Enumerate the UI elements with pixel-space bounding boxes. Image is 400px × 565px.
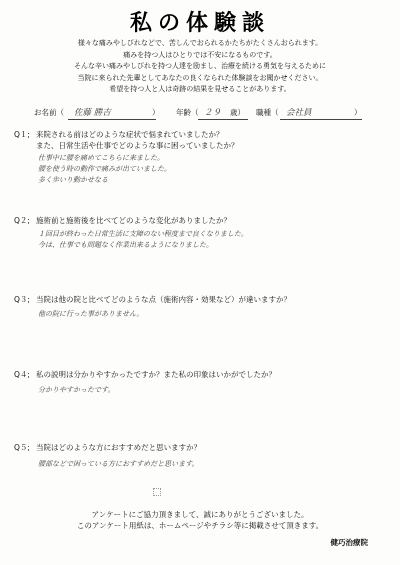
age-label: 年齢（: [176, 108, 199, 117]
intro-line: 痛みを持つ人はひとりでは不安になるものです。: [123, 50, 277, 59]
answer-line: 腰を使う時の動作で痛みが出ていました。: [38, 165, 171, 173]
age-underline: [198, 119, 248, 120]
job-underline: [280, 119, 362, 120]
answer-line: 腰部などで困っている方におすすめだと思います。: [38, 460, 199, 468]
respondent-info: [34, 107, 384, 121]
answer-line: 他の院に行った事がありません。: [38, 310, 144, 318]
footer-line: アンケートにご協力頂きまして、誠にありがとうございました。: [91, 510, 309, 519]
name-value: 佐藤 勝吉: [74, 108, 111, 118]
question-text: 私の説明は分かりやすかったですか？また私の印象はいかがでしたか？: [36, 370, 276, 379]
answer-line: 仕事中に腰を痛めてこちらに来ました。: [38, 154, 164, 162]
job-value: 会社員: [286, 108, 312, 118]
intro-line: 希望を持つ人と人は奇跡の結果を見せることがあります。: [109, 85, 291, 93]
question-number: Q３;: [14, 295, 30, 304]
scan-mark: [153, 488, 161, 496]
question-text: 当院は他の院と比べてどのような点（施術内容・効果など）が違いますか？: [36, 295, 291, 304]
name-close: ）: [152, 108, 160, 117]
question-number: Q５;: [14, 443, 30, 452]
answer-4: [38, 385, 114, 396]
clinic-name: 健巧治療院: [330, 538, 368, 547]
job-label: 職種（: [256, 108, 279, 117]
intro-line: 当院に来られた先輩としてあなたの良くなられた体験談をお聞かせください。: [77, 73, 323, 82]
question-text: 来院される前はどのような症状で悩まれていましたか？: [36, 130, 224, 139]
answer-line: 多く歩いり動かせなる: [38, 176, 108, 184]
intro-line: 様々な痛みやしびれなどで、苦しんでおられるかたちがたくさんおられます。: [77, 39, 323, 47]
age-value: ２９: [204, 108, 222, 118]
intro-text: [20, 38, 380, 96]
intro-line: そんな辛い痛みやしびれを持つ人達を励まし、治療を続ける勇気を与えるために: [74, 62, 326, 70]
question-text: 当院はどのような方におすすめだと思いますか？: [36, 443, 202, 452]
answer-1: [38, 153, 171, 186]
answer-line: 今は、仕事でも問題なく作業出来るようになりました。: [38, 241, 213, 249]
name-label: お名前（: [34, 108, 64, 117]
answer-2: [38, 229, 248, 251]
question-text: また、日常生活や仕事でどのような事に困っていましたか？: [36, 140, 239, 150]
age-unit: 歳）: [230, 108, 245, 117]
answer-line: 分かりやすかったです。: [38, 386, 115, 394]
job-close: ）: [354, 108, 362, 117]
footer-line: このアンケート用紙は、ホームページやチラシ等に掲載させて頂きます。: [76, 521, 324, 530]
footer-text: [0, 509, 400, 531]
name-underline: [68, 119, 156, 120]
question-text: 施術前と施術後を比べてどのような変化がありましたか？: [36, 216, 231, 225]
answer-line: １回目が終わった日常生活に支障のない程度まで良くなりました。: [38, 230, 248, 238]
answer-5: [38, 459, 199, 470]
page-title: 私の体験談: [129, 11, 270, 36]
question-number: Q１;: [14, 130, 30, 139]
answer-3: [38, 309, 143, 320]
question-number: Q４;: [14, 370, 30, 379]
question-number: Q２;: [14, 216, 30, 225]
